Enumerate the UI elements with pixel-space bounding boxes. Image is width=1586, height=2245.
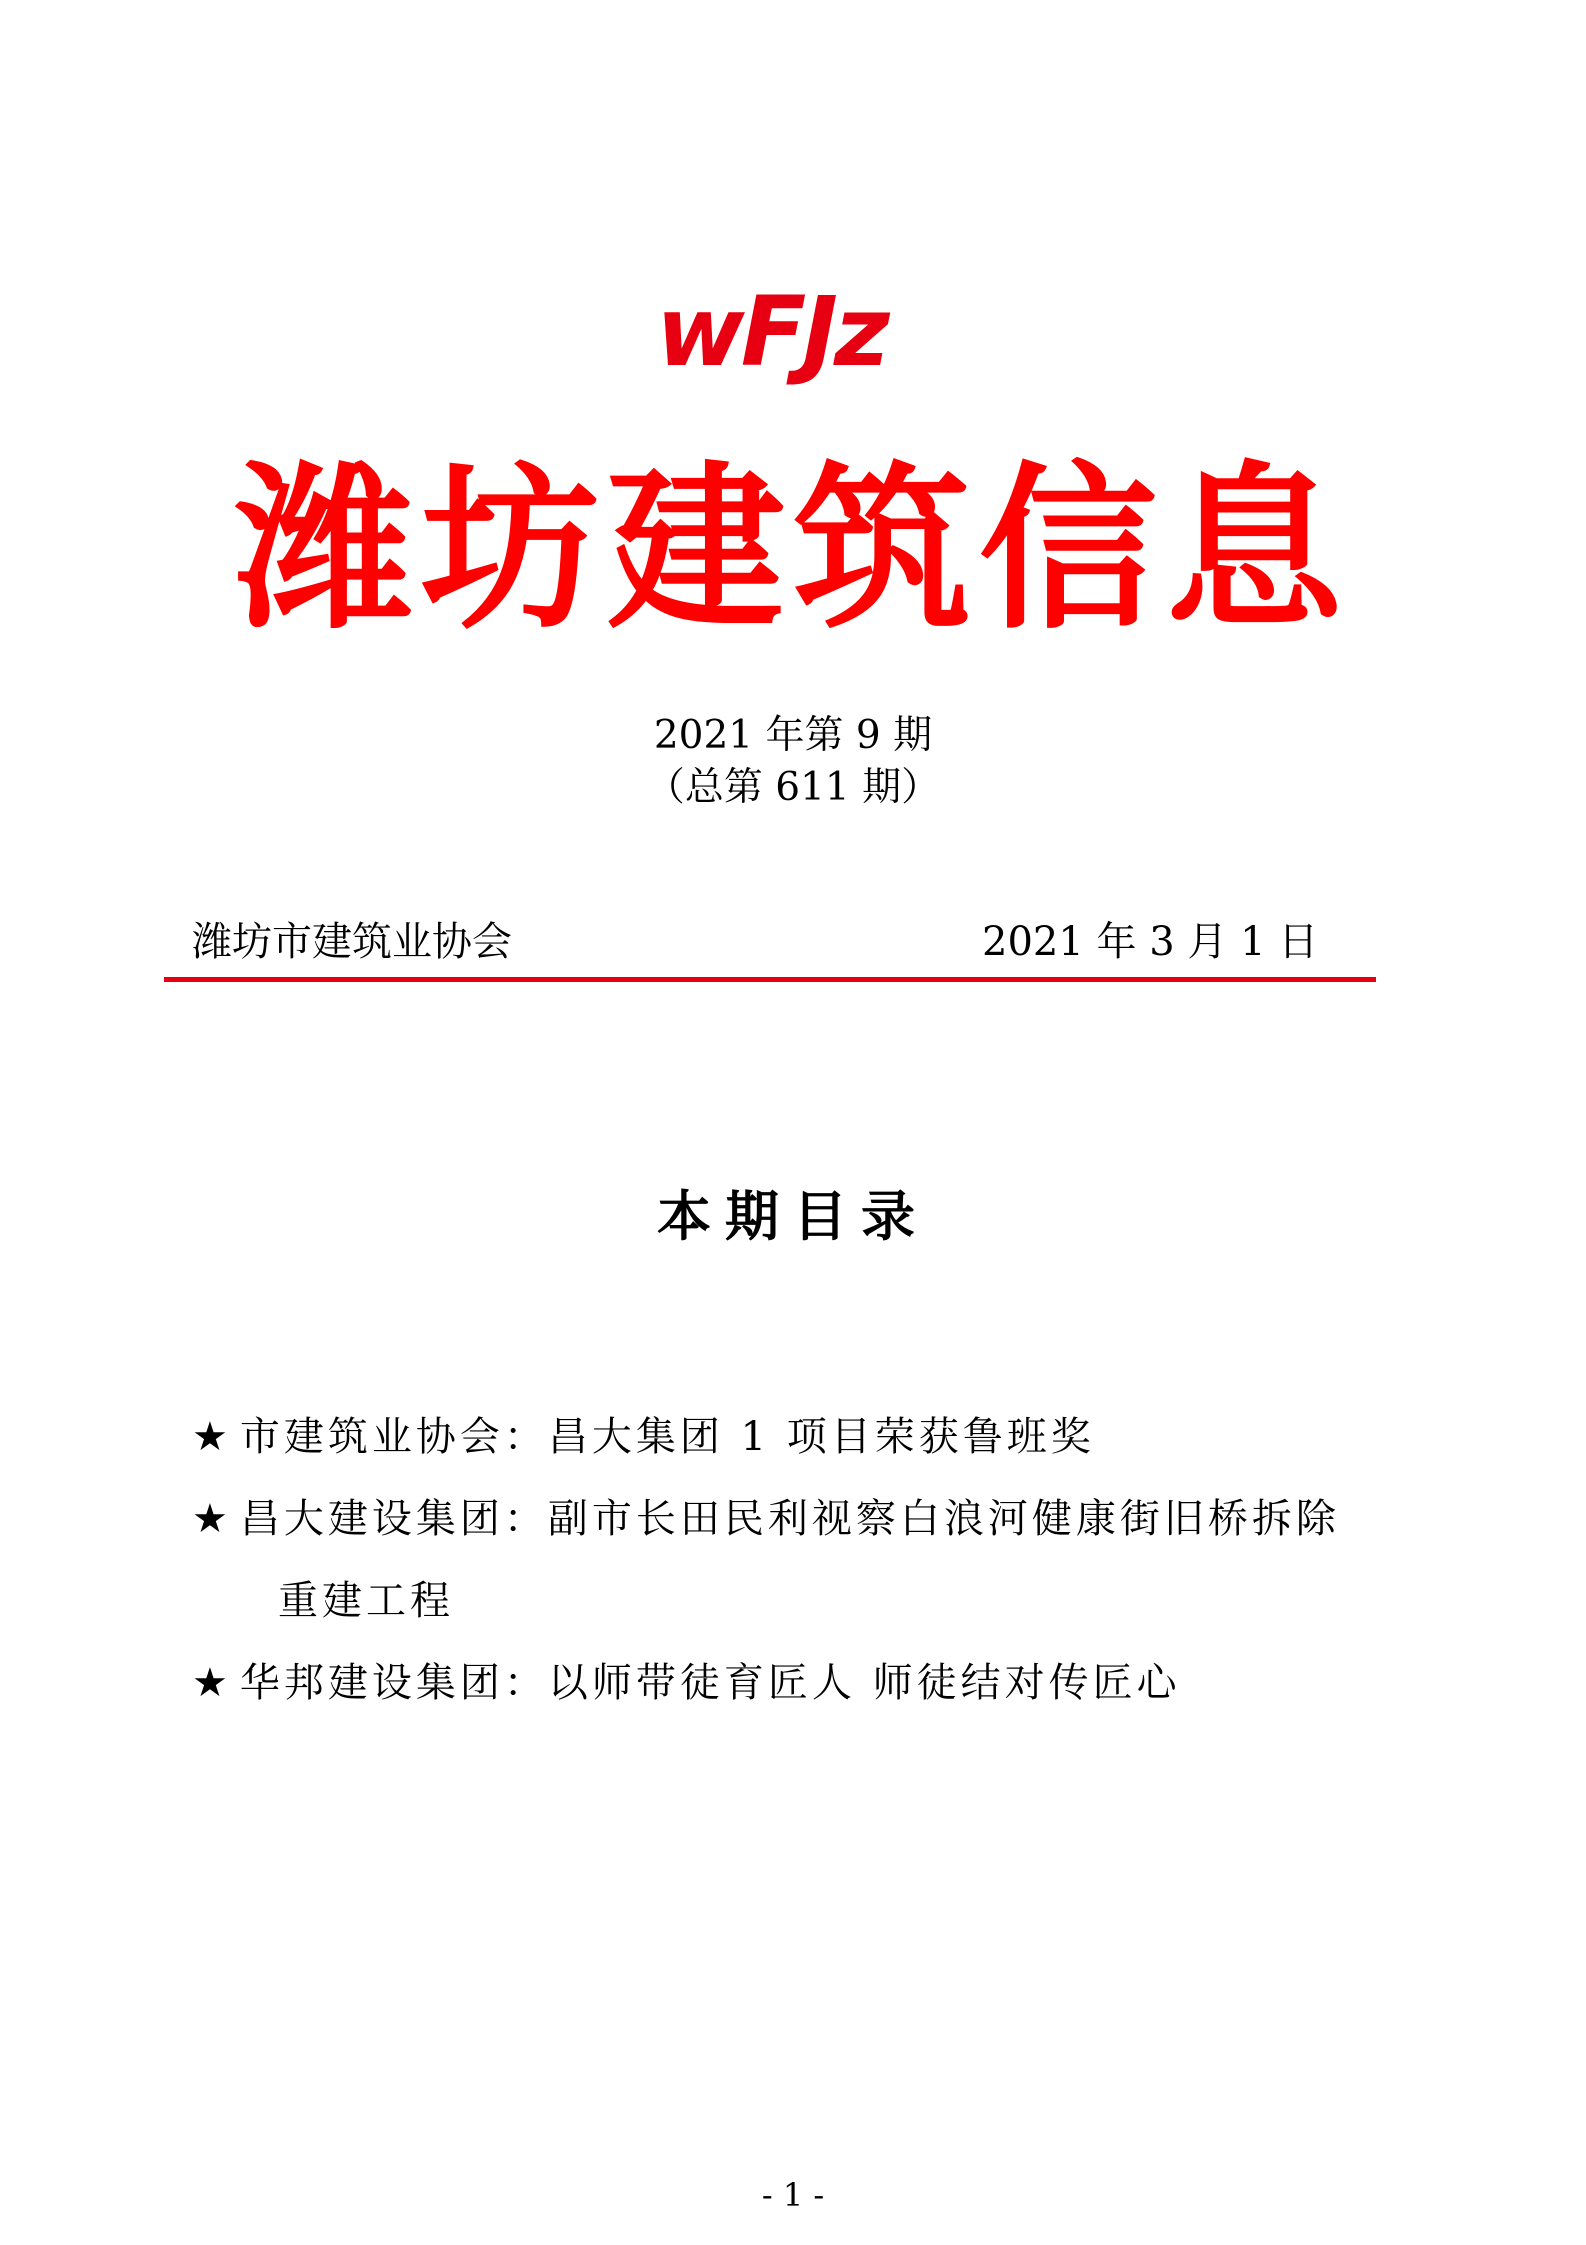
logo-text: wFJz [656, 276, 886, 388]
masthead-title: 潍坊建筑信息 [235, 446, 1351, 653]
toc-item [192, 1494, 1340, 1544]
issue-total-number: （总第 611 期） [645, 765, 941, 810]
star-icon: ★ [192, 1414, 232, 1460]
toc-item-text: 昌大建设集团：副市长田民利视察白浪河健康街旧桥拆除 [239, 1496, 1340, 1542]
toc-item [192, 1658, 1181, 1708]
logo [656, 242, 886, 388]
page-number: - 1 - [761, 2176, 825, 2214]
toc-item-text: 市建筑业协会：昌大集团 1 项目荣获鲁班奖 [239, 1414, 1095, 1460]
publisher: 潍坊市建筑业协会 [192, 919, 512, 965]
star-icon: ★ [192, 1496, 232, 1542]
red-divider [164, 977, 1376, 982]
toc-item-continuation: 重建工程 [278, 1578, 454, 1624]
issue-number: 2021 年第 9 期 [653, 713, 933, 758]
toc-item-text: 华邦建设集团：以师带徒育匠人 师徒结对传匠心 [239, 1660, 1181, 1706]
publication-date: 2021 年 3 月 1 日 [982, 919, 1319, 965]
toc-title: 本期目录 [657, 1184, 929, 1248]
toc-item [192, 1412, 1095, 1462]
star-icon: ★ [192, 1660, 232, 1706]
